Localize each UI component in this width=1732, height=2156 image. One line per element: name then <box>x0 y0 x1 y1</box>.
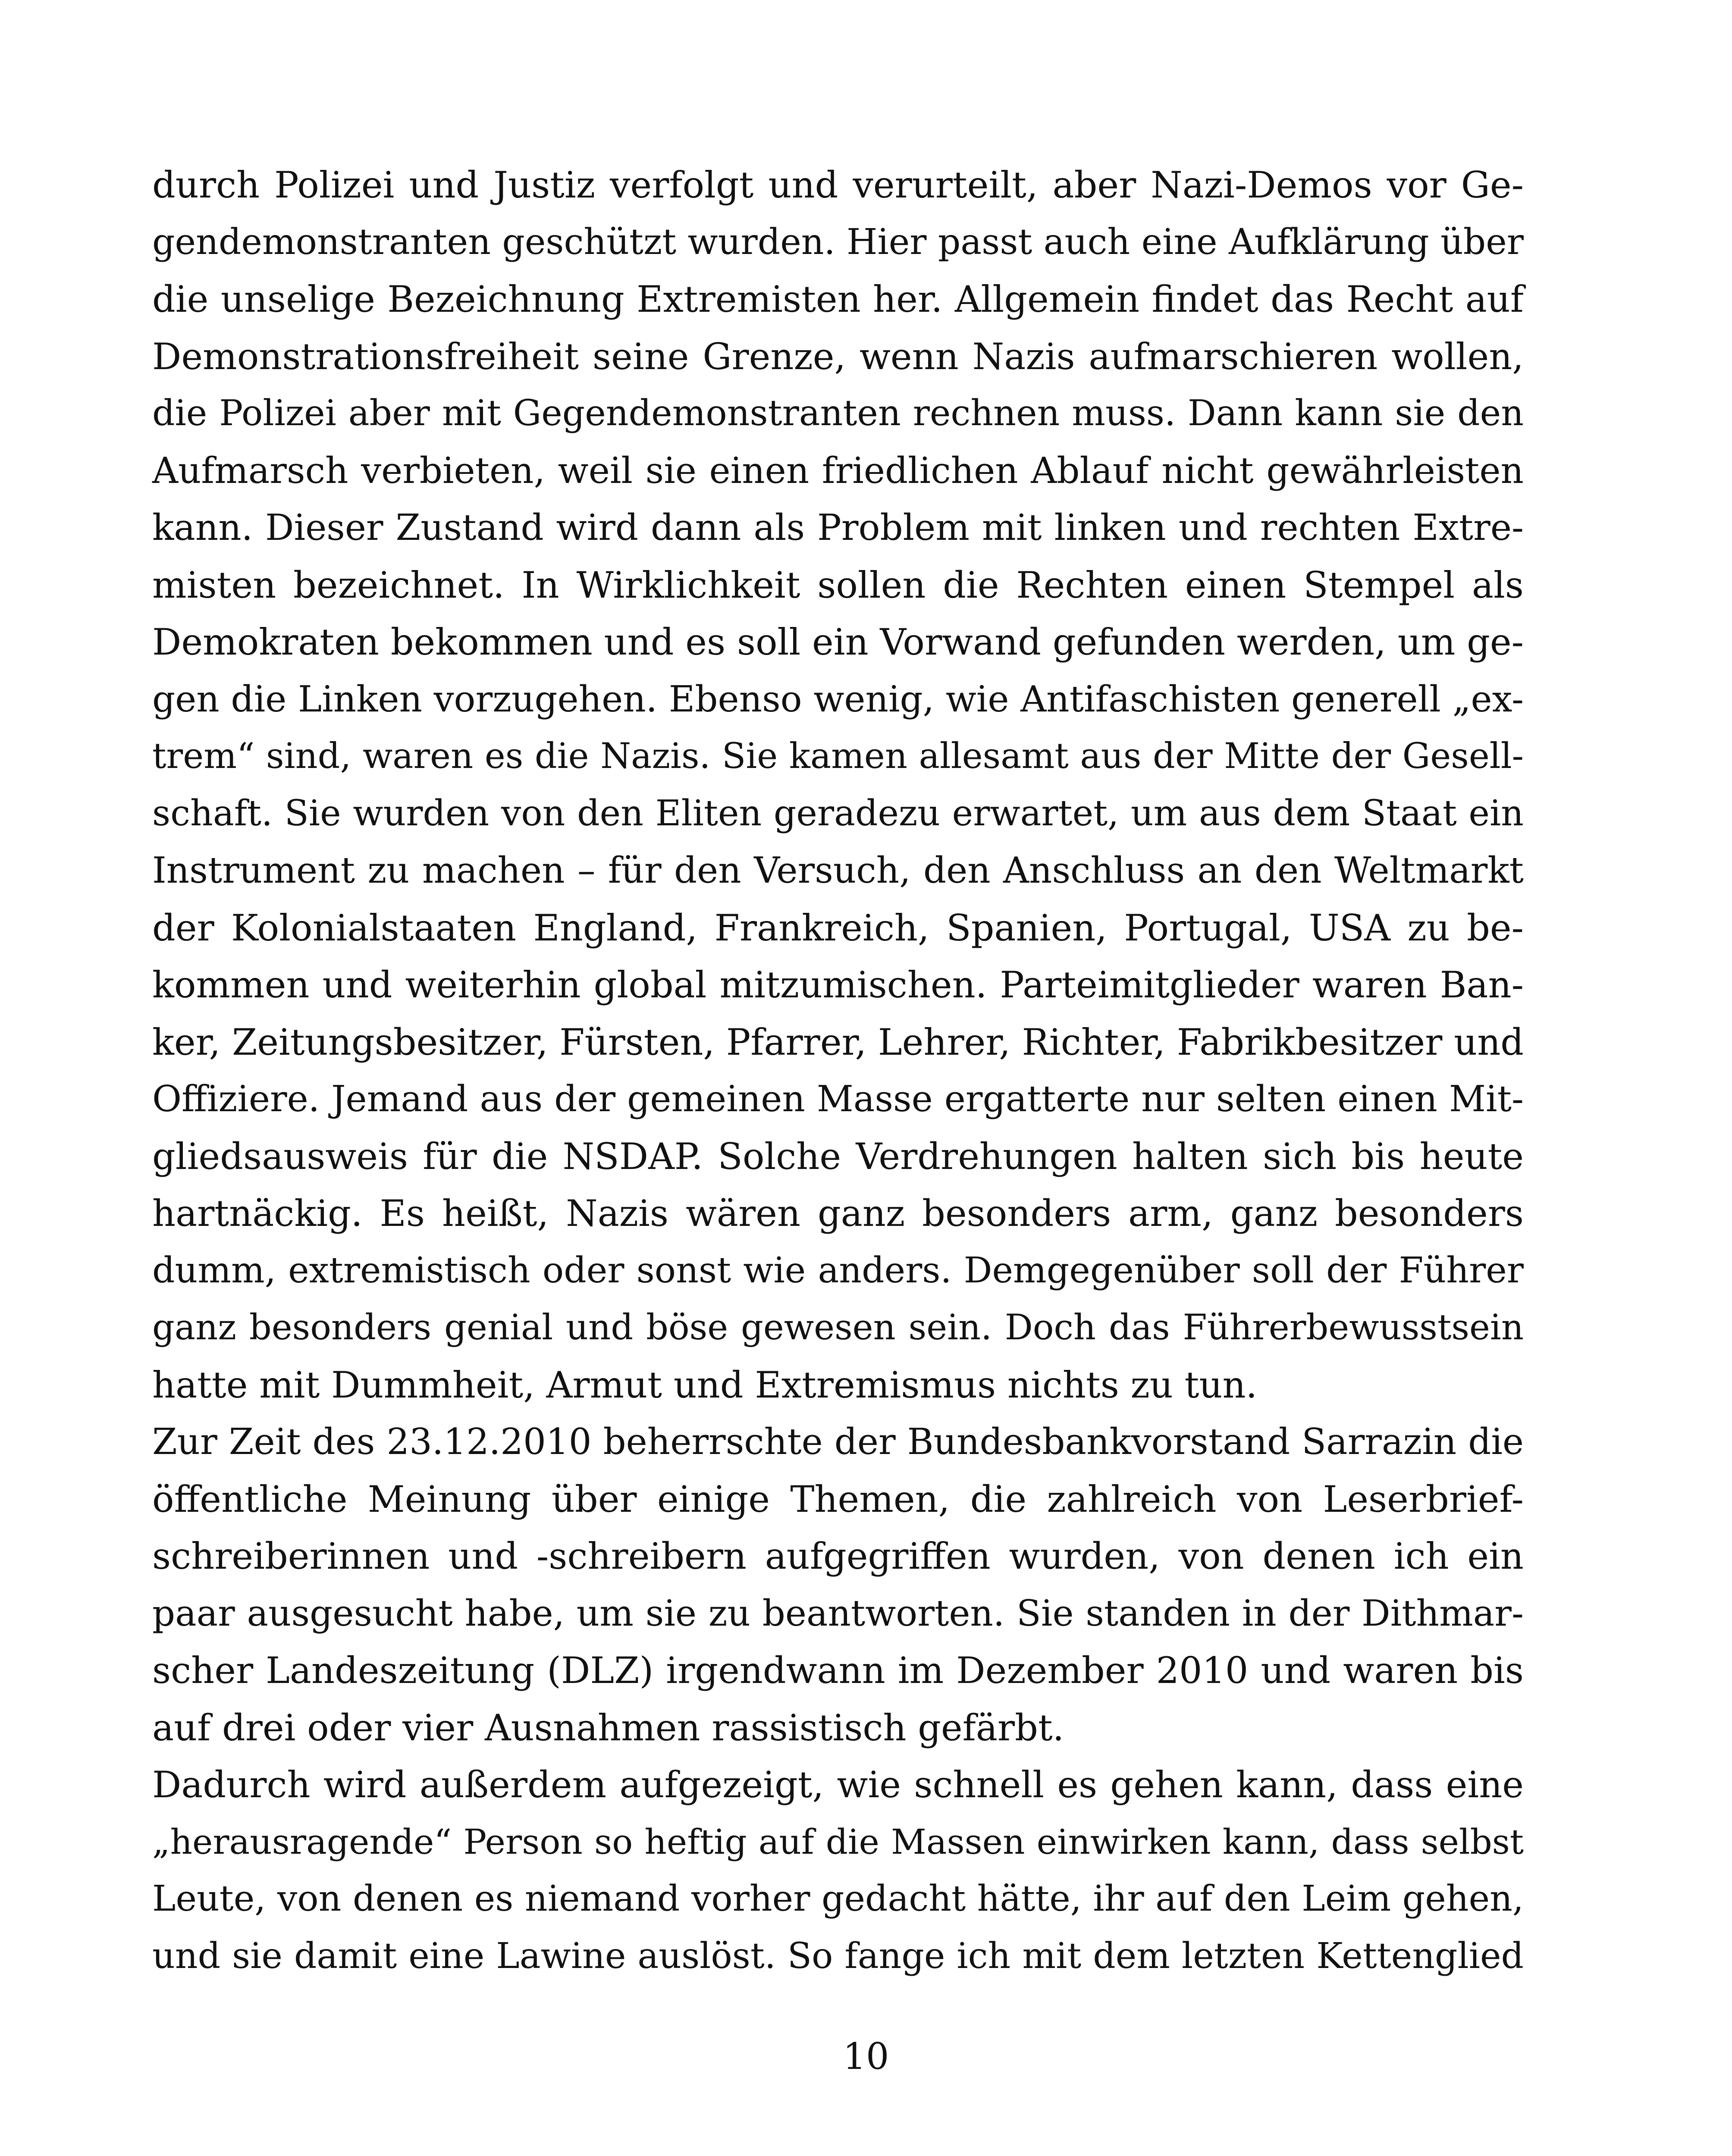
text-line: schaft. Sie wurden von den Eliten geradezu erwartet, um aus dem Staat ein <box>152 793 1524 834</box>
text-line: Leute, von denen es niemand vorher gedacht hätte, ihr auf den Leim gehen, <box>152 1878 1524 1919</box>
paragraph <box>152 1413 1524 1756</box>
text-line: Demonstrationsfreiheit seine Grenze, wenn Nazis aufmarschieren wollen, <box>152 335 1524 378</box>
text-line: kann. Dieser Zustand wird dann als Problem mit linken und rechten Extre- <box>152 507 1524 548</box>
text-line: ganz besonders genial und böse gewesen sein. Doch das Führerbewusstsein <box>152 1307 1524 1348</box>
text-line: scher Landeszeitung (DLZ) irgendwann im Dezember 2010 und waren bis <box>152 1649 1524 1692</box>
text-line: auf drei oder vier Ausnahmen rassistisch gefärbt. <box>152 1706 1064 1749</box>
text-line: „herausragende“ Person so heftig auf die Massen einwirken kann, dass selbst <box>152 1821 1524 1862</box>
text-line: der Kolonialstaaten England, Frankreich, Spanien, Portugal, USA zu be- <box>152 906 1524 949</box>
text-line: Demokraten bekommen und es soll ein Vorwand gefunden werden, um ge- <box>152 621 1524 663</box>
text-line: kommen und weiterhin global mitzumischen. Parteimitglieder waren Ban- <box>152 964 1524 1006</box>
text-line: hartnäckig. Es heißt, Nazis wären ganz besonders arm, ganz besonders <box>152 1192 1524 1235</box>
text-line: Dadurch wird außerdem aufgezeigt, wie schnell es gehen kann, dass eine <box>152 1764 1524 1806</box>
paragraph <box>152 1756 1524 1985</box>
text-line: gliedsausweis für die NSDAP. Solche Verdrehungen halten sich bis heute <box>152 1135 1524 1178</box>
text-line: Offiziere. Jemand aus der gemeinen Masse ergatterte nur selten einen Mit- <box>152 1078 1524 1120</box>
text-line: öffentliche Meinung über einige Themen, die zahlreich von Leserbrief- <box>152 1478 1524 1520</box>
body-text <box>152 157 1524 1985</box>
text-line: paar ausgesucht habe, um sie zu beantworten. Sie standen in der Dithmar- <box>152 1592 1524 1634</box>
text-line: schreiberinnen und -schreibern aufgegriffen wurden, von denen ich ein <box>152 1535 1524 1577</box>
page-number: 10 <box>843 2035 889 2078</box>
text-line: ker, Zeitungsbesitzer, Fürsten, Pfarrer, Lehrer, Richter, Fabrikbesitzer und <box>152 1021 1524 1063</box>
text-line: trem“ sind, waren es die Nazis. Sie kamen allesamt aus der Mitte der Gesell- <box>152 736 1524 777</box>
paragraph <box>152 157 1524 1413</box>
text-line: gendemonstranten geschützt wurden. Hier passt auch eine Aufklärung über <box>152 221 1524 263</box>
text-line: die Polizei aber mit Gegendemonstranten rechnen muss. Dann kann sie den <box>152 393 1524 434</box>
text-line: Aufmarsch verbieten, weil sie einen friedlichen Ablauf nicht gewährleisten <box>152 449 1524 492</box>
text-line: Zur Zeit des 23.12.2010 beherrschte der Bundesbankvorstand Sarrazin die <box>152 1421 1524 1463</box>
text-line: die unselige Bezeichnung Extremisten her. Allgemein findet das Recht auf <box>152 278 1524 320</box>
text-line: Instrument zu machen – für den Versuch, den Anschluss an den Weltmarkt <box>152 849 1524 891</box>
text-line: und sie damit eine Lawine auslöst. So fange ich mit dem letzten Kettenglied <box>152 1935 1524 1977</box>
text-line: hatte mit Dummheit, Armut und Extremismus nichts zu tun. <box>152 1363 1258 1406</box>
text-line: misten bezeichnet. In Wirklichkeit sollen die Rechten einen Stempel als <box>152 564 1524 606</box>
text-line: dumm, extremistisch oder sonst wie anders. Demgegenüber soll der Führer <box>152 1250 1524 1291</box>
text-line: gen die Linken vorzugehen. Ebenso wenig, wie Antifaschisten generell „ex- <box>152 678 1524 720</box>
text-line: durch Polizei und Justiz verfolgt und verurteilt, aber Nazi-Demos vor Ge- <box>152 164 1524 206</box>
